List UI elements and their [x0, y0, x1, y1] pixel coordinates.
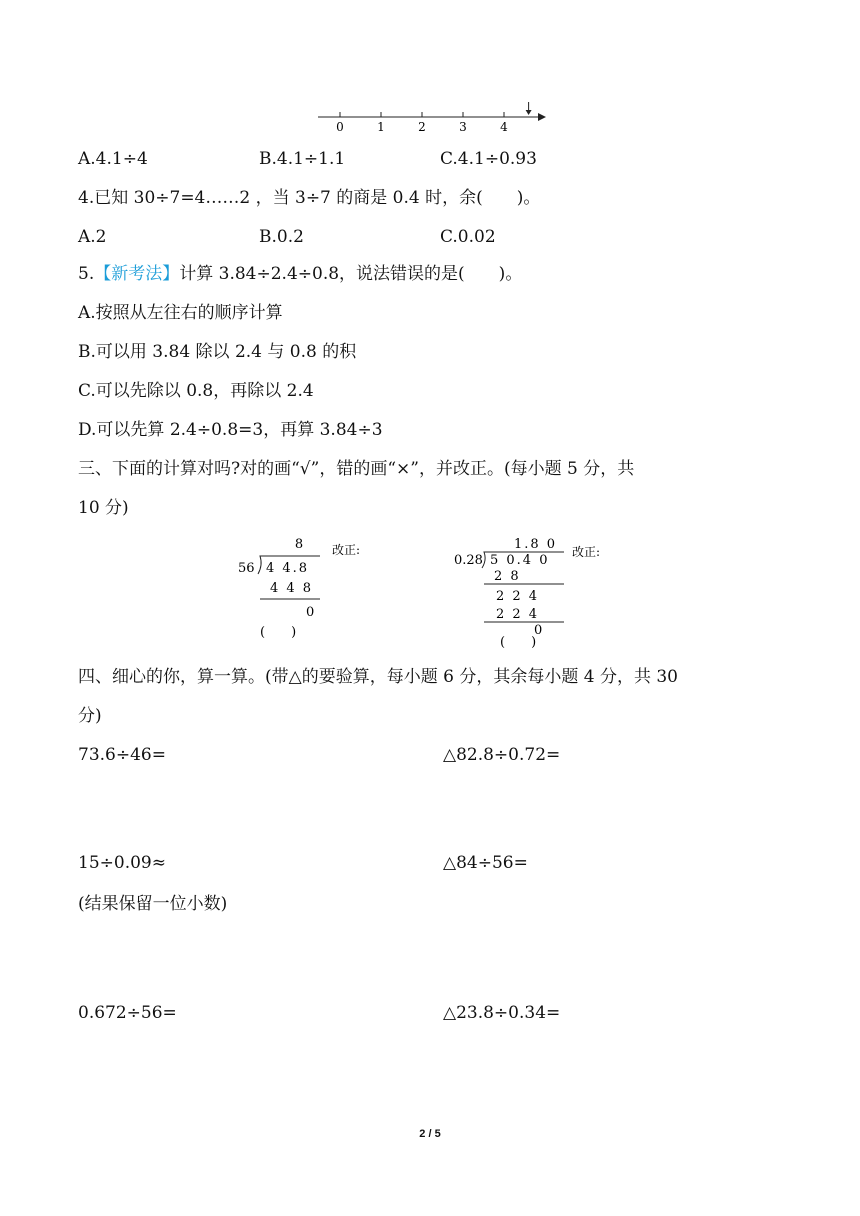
q5-option-c: C.可以先除以 0.8，再除以 2.4	[78, 381, 314, 401]
page-number: 2 / 5	[419, 1128, 441, 1140]
long-division-1	[230, 532, 390, 644]
q5-option-b: B.可以用 3.84 除以 2.4 与 0.8 的积	[78, 342, 357, 362]
ld1-remainder: 0	[306, 605, 315, 620]
number-line	[310, 100, 550, 134]
q5-option-a: A.按照从左往右的顺序计算	[78, 303, 283, 323]
section3-title-line2: 10 分)	[78, 498, 129, 518]
problem-5: 0.672÷56=	[78, 1003, 177, 1023]
q5-stem: 计算 3.84÷2.4÷0.8，说法错误的是( )。	[179, 264, 523, 284]
q5-new-method-tag: 【新考法】	[94, 264, 180, 284]
number-line-marker-arrow	[526, 102, 532, 115]
ld1-divisor: 56	[238, 561, 255, 576]
ld1-fix-label: 改正:	[332, 543, 361, 557]
long-division-2	[452, 532, 632, 654]
problem-3: 15÷0.09≈	[78, 853, 166, 873]
ld2-dividend: 5 0.4 0	[490, 553, 550, 568]
ld2-step1: 2 8	[494, 569, 521, 584]
section4-title-line2: 分)	[78, 706, 102, 726]
section4-title-line1: 四、细心的你，算一算。(带△的要验算，每小题 6 分，其余每小题 4 分，共 30	[78, 667, 678, 687]
ld2-step3: 2 2 4	[496, 607, 540, 622]
ld2-quotient: 1.8 0	[514, 537, 558, 552]
number-line-arrowhead	[538, 113, 546, 121]
q5-option-d: D.可以先算 2.4÷0.8=3，再算 3.84÷3	[78, 420, 383, 440]
section3-title-line1: 三、下面的计算对吗?对的画“√”，错的画“×”，并改正。(每小题 5 分，共	[78, 459, 635, 479]
q4-stem: 4.已知 30÷7=4……2 ，当 3÷7 的商是 0.4 时，余( )。	[78, 188, 541, 208]
q4-option-b: B.0.2	[259, 227, 304, 247]
problem-6: △23.8÷0.34=	[443, 1003, 561, 1023]
q5-number: 5.	[78, 264, 95, 284]
q3-option-c: C.4.1÷0.93	[440, 149, 537, 169]
ld1-judge-bracket: ( )	[260, 625, 297, 640]
q5-stem-line	[78, 263, 522, 285]
q3-option-a: A.4.1÷4	[78, 149, 148, 169]
problem-4: △84÷56=	[443, 853, 528, 873]
number-line-tick-label: 2	[418, 120, 426, 134]
ld2-step2: 2 2 4	[496, 589, 540, 604]
number-line-tick-label: 3	[459, 120, 467, 134]
ld1-dividend: 4 4.8	[266, 561, 310, 576]
number-line-tick-label: 1	[377, 120, 385, 134]
number-line-tick-label: 4	[500, 120, 508, 134]
ld2-judge-bracket: ( )	[500, 635, 537, 650]
number-line-tick-label: 0	[336, 120, 344, 134]
q4-option-c: C.0.02	[440, 227, 496, 247]
ld1-product: 4 4 8	[270, 581, 314, 596]
ld2-fix-label: 改正:	[572, 545, 601, 559]
problem-2: △82.8÷0.72=	[443, 745, 561, 765]
ld2-divisor: 0.28	[454, 553, 483, 568]
ld1-quotient: 8	[294, 537, 306, 552]
q4-option-a: A.2	[78, 227, 107, 247]
problem-1: 73.6÷46=	[78, 745, 166, 765]
ld2-remainder: 0	[534, 623, 543, 638]
q3-option-b: B.4.1÷1.1	[259, 149, 346, 169]
problem-3-note: (结果保留一位小数)	[78, 894, 228, 914]
